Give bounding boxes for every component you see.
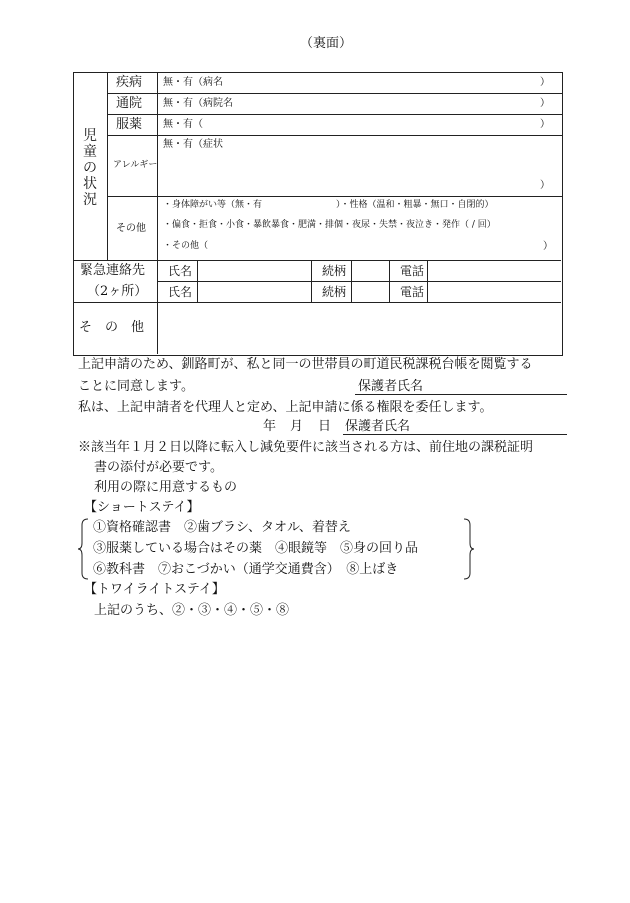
delegation-text: 私は、上記申請者を代理人と定め、上記申請に係る権限を委任します。: [78, 400, 493, 415]
hospital-label: 通院: [116, 96, 143, 111]
short-stay-item-line1: ①資格確認書 ②歯ブラシ、タオル、着替え: [93, 520, 351, 535]
short-stay-item-line2: ③服薬している場合はその薬 ④眼鏡等 ⑤身の回り品: [93, 541, 419, 556]
misc-label: そ の 他: [79, 320, 145, 335]
consent-text-line1: 上記申請のため、釧路町が、私と同一の世帯員の町道民税課税台帳を閲覧する: [78, 357, 533, 372]
contact1-name-label: 氏名: [168, 264, 193, 278]
allergy-field[interactable]: 無・有（症状: [163, 139, 223, 150]
allergy-label: アレルギー: [113, 160, 158, 170]
medication-field[interactable]: 無・有（: [163, 119, 203, 130]
page: （裏面） 児 童 の 状 況 疾病 通院 服薬 アレルギー その他 無・有（病名 ） 無・有（病院名 ） 無・有（ ） 無・有（症状 ） ・身体障がい等（無・有 ）・性格（温和・粗暴・無口・自閉的） ・偏食・拒食・小食・暴飲暴食・肥満・排個・夜尿・失禁・夜泣き・発作（ / 回） ・その他（ ） 緊急連絡先 （2ヶ所） 氏名 続柄 電話 氏名 続柄 電話 そ の 他 上記申請のため、釧路町が、私と同一の世帯員の町道民税課税台帳を閲覧する ことに同意します。 保護者氏名 私は、上記申請者を代理人と定め、上記申請に係る権限を委任します。 年 月 日 保護者氏名 ※該当年１月２日以降に転入し減免要件に該当される方は、前住地の課税証明 書の添付が必要です。 利用の際に用意するもの 【ショートステイ】 ①資格確認書 ②歯ブラシ、タオル、着替え ③服薬している場合はその薬 ④眼鏡等 ⑤身の回り品 ⑥教科書 ⑦おこづかい（通学交通費含） ⑧上ばき 【トワイライトステイ】 上記のうち、②・③・④・⑤・⑧: [0, 0, 630, 903]
habits-field[interactable]: ・偏食・拒食・小食・暴飲暴食・肥満・排個・夜尿・失禁・夜泣き・発作（ / 回）: [163, 220, 496, 230]
note-transfer-line1: ※該当年１月２日以降に転入し減免要件に該当される方は、前住地の課税証明: [78, 440, 534, 455]
date-month-label: 月: [290, 419, 304, 434]
contact1-relation-label: 続柄: [322, 264, 347, 278]
contact1-name-field[interactable]: [199, 262, 309, 280]
consent-text-line2: ことに同意します。: [78, 379, 194, 394]
illness-field[interactable]: 無・有（病名: [163, 77, 223, 88]
contact2-relation-label: 続柄: [322, 285, 347, 299]
guardian-name-field[interactable]: [355, 394, 567, 395]
items-title: 利用の際に用意するもの: [94, 480, 238, 495]
contact2-phone-label: 電話: [400, 285, 425, 299]
date-day-label: 日: [318, 419, 332, 434]
short-stay-item-line3: ⑥教科書 ⑦おこづかい（通学交通費含） ⑧上ばき: [93, 562, 399, 577]
contact2-name-label: 氏名: [168, 285, 193, 299]
contact1-phone-field[interactable]: [429, 262, 559, 280]
note-transfer-line2: 書の添付が必要です。: [94, 460, 223, 475]
personality-field[interactable]: ）・性格（温和・粗暴・無口・自閉的）: [336, 200, 494, 210]
date-year-label: 年: [263, 419, 277, 434]
contact2-name-field[interactable]: [199, 283, 309, 301]
emergency-contact-count: （2ヶ所）: [87, 284, 148, 299]
twilight-stay-title: 【トワイライトステイ】: [84, 582, 225, 597]
guardian-name-field-2[interactable]: [343, 434, 567, 435]
contact1-relation-field[interactable]: [353, 262, 387, 280]
contact2-relation-field[interactable]: [353, 283, 387, 301]
child-status-section-label: 児 童 の 状 況: [83, 128, 97, 208]
hospital-field[interactable]: 無・有（病院名: [163, 98, 233, 109]
contact2-phone-field[interactable]: [429, 283, 559, 301]
illness-label: 疾病: [116, 75, 143, 90]
page-side-label: （裏面）: [300, 36, 353, 51]
short-stay-title: 【ショートステイ】: [84, 500, 200, 515]
other-condition-label: その他: [116, 223, 146, 234]
twilight-stay-items: 上記のうち、②・③・④・⑤・⑧: [94, 603, 290, 618]
contact1-phone-label: 電話: [400, 264, 425, 278]
other-detail-field[interactable]: ・その他（: [163, 241, 209, 251]
disability-field[interactable]: ・身体障がい等（無・有: [163, 200, 263, 210]
guardian-name-label-2: 保護者氏名: [345, 419, 411, 434]
misc-field[interactable]: [159, 304, 559, 352]
emergency-contact-label: 緊急連絡先: [80, 263, 146, 278]
guardian-name-label: 保護者氏名: [358, 379, 424, 394]
medication-label: 服薬: [116, 117, 143, 132]
